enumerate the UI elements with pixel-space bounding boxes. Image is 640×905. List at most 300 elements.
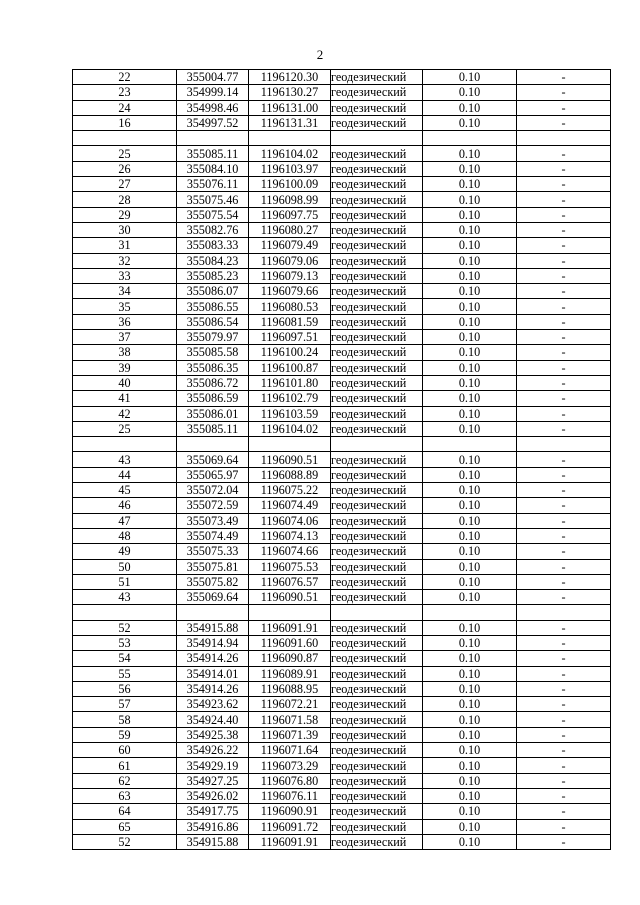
x-coordinate-cell: 355075.46 [177, 192, 249, 207]
x-coordinate-cell: 354925.38 [177, 727, 249, 742]
x-coordinate-cell: 355083.33 [177, 238, 249, 253]
note-cell: - [517, 268, 611, 283]
x-coordinate-cell: 355086.35 [177, 360, 249, 375]
x-coordinate-cell: 354915.88 [177, 834, 249, 849]
empty-cell [423, 131, 517, 146]
note-cell: - [517, 743, 611, 758]
note-cell: - [517, 360, 611, 375]
point-number-cell: 29 [73, 207, 177, 222]
accuracy-cell: 0.10 [423, 222, 517, 237]
empty-cell [331, 131, 423, 146]
point-number-cell: 39 [73, 360, 177, 375]
table-row [73, 360, 611, 375]
point-number-cell: 43 [73, 452, 177, 467]
note-cell: - [517, 467, 611, 482]
accuracy-cell: 0.10 [423, 314, 517, 329]
accuracy-cell: 0.10 [423, 253, 517, 268]
note-cell: - [517, 666, 611, 681]
note-cell: - [517, 712, 611, 727]
note-cell: - [517, 85, 611, 100]
x-coordinate-cell: 355065.97 [177, 467, 249, 482]
point-number-cell: 49 [73, 544, 177, 559]
y-coordinate-cell: 1196079.06 [249, 253, 331, 268]
y-coordinate-cell: 1196075.53 [249, 559, 331, 574]
point-number-cell: 28 [73, 192, 177, 207]
y-coordinate-cell: 1196074.13 [249, 528, 331, 543]
point-number-cell: 46 [73, 498, 177, 513]
empty-cell [331, 437, 423, 452]
method-cell: геодезический [331, 207, 423, 222]
method-cell: геодезический [331, 146, 423, 161]
accuracy-cell: 0.10 [423, 115, 517, 130]
x-coordinate-cell: 355069.64 [177, 452, 249, 467]
note-cell: - [517, 727, 611, 742]
method-cell: геодезический [331, 115, 423, 130]
accuracy-cell: 0.10 [423, 819, 517, 834]
note-cell: - [517, 345, 611, 360]
x-coordinate-cell: 355085.11 [177, 146, 249, 161]
table-row [73, 819, 611, 834]
method-cell: геодезический [331, 284, 423, 299]
point-number-cell: 43 [73, 590, 177, 605]
x-coordinate-cell: 355086.72 [177, 375, 249, 390]
point-number-cell: 65 [73, 819, 177, 834]
method-cell: геодезический [331, 743, 423, 758]
table-row [73, 697, 611, 712]
group-separator-row [73, 437, 611, 452]
y-coordinate-cell: 1196088.95 [249, 681, 331, 696]
method-cell: геодезический [331, 727, 423, 742]
point-number-cell: 40 [73, 375, 177, 390]
method-cell: геодезический [331, 421, 423, 436]
note-cell: - [517, 314, 611, 329]
accuracy-cell: 0.10 [423, 375, 517, 390]
point-number-cell: 61 [73, 758, 177, 773]
table-row [73, 635, 611, 650]
accuracy-cell: 0.10 [423, 421, 517, 436]
accuracy-cell: 0.10 [423, 207, 517, 222]
table-row [73, 544, 611, 559]
empty-cell [423, 605, 517, 620]
x-coordinate-cell: 355075.54 [177, 207, 249, 222]
point-number-cell: 23 [73, 85, 177, 100]
y-coordinate-cell: 1196091.60 [249, 635, 331, 650]
x-coordinate-cell: 354998.46 [177, 100, 249, 115]
table-row [73, 421, 611, 436]
method-cell: геодезический [331, 666, 423, 681]
y-coordinate-cell: 1196079.49 [249, 238, 331, 253]
method-cell: геодезический [331, 697, 423, 712]
accuracy-cell: 0.10 [423, 406, 517, 421]
note-cell: - [517, 590, 611, 605]
x-coordinate-cell: 354916.86 [177, 819, 249, 834]
table-row [73, 727, 611, 742]
empty-cell [331, 605, 423, 620]
method-cell: геодезический [331, 651, 423, 666]
table-row [73, 574, 611, 589]
method-cell: геодезический [331, 330, 423, 345]
x-coordinate-cell: 355072.59 [177, 498, 249, 513]
table-row [73, 222, 611, 237]
point-number-cell: 41 [73, 391, 177, 406]
x-coordinate-cell: 355086.07 [177, 284, 249, 299]
y-coordinate-cell: 1196071.39 [249, 727, 331, 742]
table-row [73, 467, 611, 482]
note-cell: - [517, 177, 611, 192]
accuracy-cell: 0.10 [423, 666, 517, 681]
point-number-cell: 33 [73, 268, 177, 283]
y-coordinate-cell: 1196091.91 [249, 620, 331, 635]
y-coordinate-cell: 1196075.22 [249, 483, 331, 498]
note-cell: - [517, 528, 611, 543]
empty-cell [249, 605, 331, 620]
x-coordinate-cell: 355086.55 [177, 299, 249, 314]
accuracy-cell: 0.10 [423, 559, 517, 574]
note-cell: - [517, 100, 611, 115]
accuracy-cell: 0.10 [423, 284, 517, 299]
note-cell: - [517, 406, 611, 421]
x-coordinate-cell: 354997.52 [177, 115, 249, 130]
note-cell: - [517, 559, 611, 574]
point-number-cell: 24 [73, 100, 177, 115]
empty-cell [249, 131, 331, 146]
table-row [73, 207, 611, 222]
accuracy-cell: 0.10 [423, 391, 517, 406]
method-cell: геодезический [331, 712, 423, 727]
note-cell: - [517, 299, 611, 314]
empty-cell [177, 605, 249, 620]
note-cell: - [517, 788, 611, 803]
point-number-cell: 31 [73, 238, 177, 253]
x-coordinate-cell: 354926.22 [177, 743, 249, 758]
method-cell: геодезический [331, 391, 423, 406]
point-number-cell: 47 [73, 513, 177, 528]
table-row [73, 253, 611, 268]
note-cell: - [517, 207, 611, 222]
x-coordinate-cell: 355084.23 [177, 253, 249, 268]
method-cell: геодезический [331, 559, 423, 574]
point-number-cell: 54 [73, 651, 177, 666]
accuracy-cell: 0.10 [423, 268, 517, 283]
method-cell: геодезический [331, 467, 423, 482]
accuracy-cell: 0.10 [423, 712, 517, 727]
y-coordinate-cell: 1196091.72 [249, 819, 331, 834]
empty-cell [249, 437, 331, 452]
accuracy-cell: 0.10 [423, 299, 517, 314]
x-coordinate-cell: 355085.11 [177, 421, 249, 436]
y-coordinate-cell: 1196097.75 [249, 207, 331, 222]
point-number-cell: 48 [73, 528, 177, 543]
x-coordinate-cell: 355085.58 [177, 345, 249, 360]
note-cell: - [517, 697, 611, 712]
accuracy-cell: 0.10 [423, 743, 517, 758]
method-cell: геодезический [331, 314, 423, 329]
table-row [73, 146, 611, 161]
accuracy-cell: 0.10 [423, 834, 517, 849]
x-coordinate-cell: 355075.33 [177, 544, 249, 559]
table-row [73, 590, 611, 605]
x-coordinate-cell: 355075.81 [177, 559, 249, 574]
y-coordinate-cell: 1196130.27 [249, 85, 331, 100]
point-number-cell: 59 [73, 727, 177, 742]
x-coordinate-cell: 354914.94 [177, 635, 249, 650]
method-cell: геодезический [331, 238, 423, 253]
note-cell: - [517, 238, 611, 253]
accuracy-cell: 0.10 [423, 513, 517, 528]
accuracy-cell: 0.10 [423, 727, 517, 742]
table-row [73, 238, 611, 253]
note-cell: - [517, 483, 611, 498]
accuracy-cell: 0.10 [423, 635, 517, 650]
point-number-cell: 57 [73, 697, 177, 712]
x-coordinate-cell: 354927.25 [177, 773, 249, 788]
table-row [73, 620, 611, 635]
method-cell: геодезический [331, 192, 423, 207]
x-coordinate-cell: 355082.76 [177, 222, 249, 237]
y-coordinate-cell: 1196104.02 [249, 421, 331, 436]
y-coordinate-cell: 1196072.21 [249, 697, 331, 712]
table-row [73, 345, 611, 360]
method-cell: геодезический [331, 85, 423, 100]
method-cell: геодезический [331, 590, 423, 605]
x-coordinate-cell: 355072.04 [177, 483, 249, 498]
y-coordinate-cell: 1196073.29 [249, 758, 331, 773]
x-coordinate-cell: 355086.54 [177, 314, 249, 329]
method-cell: геодезический [331, 788, 423, 803]
note-cell: - [517, 819, 611, 834]
table-row [73, 406, 611, 421]
point-number-cell: 50 [73, 559, 177, 574]
table-row [73, 177, 611, 192]
y-coordinate-cell: 1196080.27 [249, 222, 331, 237]
table-row [73, 559, 611, 574]
x-coordinate-cell: 354924.40 [177, 712, 249, 727]
y-coordinate-cell: 1196071.58 [249, 712, 331, 727]
y-coordinate-cell: 1196074.06 [249, 513, 331, 528]
y-coordinate-cell: 1196101.80 [249, 375, 331, 390]
table-row [73, 498, 611, 513]
note-cell: - [517, 513, 611, 528]
table-row [73, 651, 611, 666]
y-coordinate-cell: 1196090.87 [249, 651, 331, 666]
table-row [73, 483, 611, 498]
table-row [73, 391, 611, 406]
x-coordinate-cell: 355069.64 [177, 590, 249, 605]
accuracy-cell: 0.10 [423, 758, 517, 773]
table-row [73, 299, 611, 314]
note-cell: - [517, 651, 611, 666]
y-coordinate-cell: 1196100.24 [249, 345, 331, 360]
y-coordinate-cell: 1196079.13 [249, 268, 331, 283]
note-cell: - [517, 620, 611, 635]
table-row [73, 284, 611, 299]
accuracy-cell: 0.10 [423, 528, 517, 543]
accuracy-cell: 0.10 [423, 651, 517, 666]
y-coordinate-cell: 1196074.66 [249, 544, 331, 559]
y-coordinate-cell: 1196131.31 [249, 115, 331, 130]
accuracy-cell: 0.10 [423, 330, 517, 345]
y-coordinate-cell: 1196080.53 [249, 299, 331, 314]
group-separator-row [73, 131, 611, 146]
point-number-cell: 38 [73, 345, 177, 360]
table-row [73, 268, 611, 283]
x-coordinate-cell: 355086.59 [177, 391, 249, 406]
x-coordinate-cell: 354914.26 [177, 651, 249, 666]
y-coordinate-cell: 1196076.11 [249, 788, 331, 803]
table-row [73, 773, 611, 788]
accuracy-cell: 0.10 [423, 681, 517, 696]
method-cell: геодезический [331, 345, 423, 360]
note-cell: - [517, 146, 611, 161]
note-cell: - [517, 635, 611, 650]
point-number-cell: 63 [73, 788, 177, 803]
accuracy-cell: 0.10 [423, 498, 517, 513]
note-cell: - [517, 70, 611, 85]
table-row [73, 834, 611, 849]
x-coordinate-cell: 355004.77 [177, 70, 249, 85]
x-coordinate-cell: 354923.62 [177, 697, 249, 712]
table-row [73, 115, 611, 130]
point-number-cell: 45 [73, 483, 177, 498]
point-number-cell: 32 [73, 253, 177, 268]
y-coordinate-cell: 1196079.66 [249, 284, 331, 299]
x-coordinate-cell: 355074.49 [177, 528, 249, 543]
accuracy-cell: 0.10 [423, 773, 517, 788]
table-row [73, 758, 611, 773]
method-cell: геодезический [331, 177, 423, 192]
point-number-cell: 55 [73, 666, 177, 681]
accuracy-cell: 0.10 [423, 161, 517, 176]
y-coordinate-cell: 1196074.49 [249, 498, 331, 513]
y-coordinate-cell: 1196100.87 [249, 360, 331, 375]
method-cell: геодезический [331, 804, 423, 819]
point-number-cell: 56 [73, 681, 177, 696]
y-coordinate-cell: 1196090.51 [249, 590, 331, 605]
note-cell: - [517, 284, 611, 299]
method-cell: геодезический [331, 375, 423, 390]
table-row [73, 712, 611, 727]
method-cell: геодезический [331, 406, 423, 421]
method-cell: геодезический [331, 635, 423, 650]
x-coordinate-cell: 354929.19 [177, 758, 249, 773]
point-number-cell: 26 [73, 161, 177, 176]
y-coordinate-cell: 1196089.91 [249, 666, 331, 681]
x-coordinate-cell: 354917.75 [177, 804, 249, 819]
note-cell: - [517, 498, 611, 513]
table-row [73, 452, 611, 467]
table-row [73, 161, 611, 176]
accuracy-cell: 0.10 [423, 192, 517, 207]
group-separator-row [73, 605, 611, 620]
method-cell: геодезический [331, 498, 423, 513]
accuracy-cell: 0.10 [423, 544, 517, 559]
point-number-cell: 64 [73, 804, 177, 819]
empty-cell [517, 437, 611, 452]
y-coordinate-cell: 1196102.79 [249, 391, 331, 406]
method-cell: геодезический [331, 253, 423, 268]
method-cell: геодезический [331, 773, 423, 788]
method-cell: геодезический [331, 620, 423, 635]
empty-cell [517, 131, 611, 146]
method-cell: геодезический [331, 161, 423, 176]
table-row [73, 513, 611, 528]
table-row [73, 788, 611, 803]
accuracy-cell: 0.10 [423, 788, 517, 803]
table-row [73, 681, 611, 696]
accuracy-cell: 0.10 [423, 100, 517, 115]
y-coordinate-cell: 1196103.97 [249, 161, 331, 176]
point-number-cell: 42 [73, 406, 177, 421]
point-number-cell: 25 [73, 146, 177, 161]
method-cell: геодезический [331, 544, 423, 559]
point-number-cell: 22 [73, 70, 177, 85]
table-row [73, 192, 611, 207]
note-cell: - [517, 773, 611, 788]
note-cell: - [517, 452, 611, 467]
table-row [73, 528, 611, 543]
accuracy-cell: 0.10 [423, 452, 517, 467]
accuracy-cell: 0.10 [423, 360, 517, 375]
note-cell: - [517, 758, 611, 773]
note-cell: - [517, 421, 611, 436]
note-cell: - [517, 391, 611, 406]
y-coordinate-cell: 1196103.59 [249, 406, 331, 421]
method-cell: геодезический [331, 819, 423, 834]
empty-cell [177, 437, 249, 452]
point-number-cell: 16 [73, 115, 177, 130]
x-coordinate-cell: 355086.01 [177, 406, 249, 421]
point-number-cell: 52 [73, 834, 177, 849]
accuracy-cell: 0.10 [423, 620, 517, 635]
note-cell: - [517, 253, 611, 268]
table-row [73, 666, 611, 681]
accuracy-cell: 0.10 [423, 345, 517, 360]
note-cell: - [517, 330, 611, 345]
note-cell: - [517, 222, 611, 237]
accuracy-cell: 0.10 [423, 146, 517, 161]
y-coordinate-cell: 1196097.51 [249, 330, 331, 345]
table-row [73, 330, 611, 345]
point-number-cell: 35 [73, 299, 177, 314]
y-coordinate-cell: 1196076.80 [249, 773, 331, 788]
table-row [73, 804, 611, 819]
accuracy-cell: 0.10 [423, 238, 517, 253]
y-coordinate-cell: 1196098.99 [249, 192, 331, 207]
coordinates-table-body [73, 70, 611, 850]
accuracy-cell: 0.10 [423, 804, 517, 819]
method-cell: геодезический [331, 70, 423, 85]
y-coordinate-cell: 1196081.59 [249, 314, 331, 329]
y-coordinate-cell: 1196090.51 [249, 452, 331, 467]
x-coordinate-cell: 355084.10 [177, 161, 249, 176]
point-number-cell: 53 [73, 635, 177, 650]
method-cell: геодезический [331, 100, 423, 115]
accuracy-cell: 0.10 [423, 467, 517, 482]
point-number-cell: 60 [73, 743, 177, 758]
x-coordinate-cell: 355085.23 [177, 268, 249, 283]
point-number-cell: 36 [73, 314, 177, 329]
table-row [73, 743, 611, 758]
method-cell: геодезический [331, 513, 423, 528]
note-cell: - [517, 375, 611, 390]
y-coordinate-cell: 1196091.91 [249, 834, 331, 849]
method-cell: геодезический [331, 222, 423, 237]
method-cell: геодезический [331, 268, 423, 283]
point-number-cell: 34 [73, 284, 177, 299]
table-row [73, 314, 611, 329]
coordinates-table [72, 69, 611, 850]
empty-cell [73, 437, 177, 452]
